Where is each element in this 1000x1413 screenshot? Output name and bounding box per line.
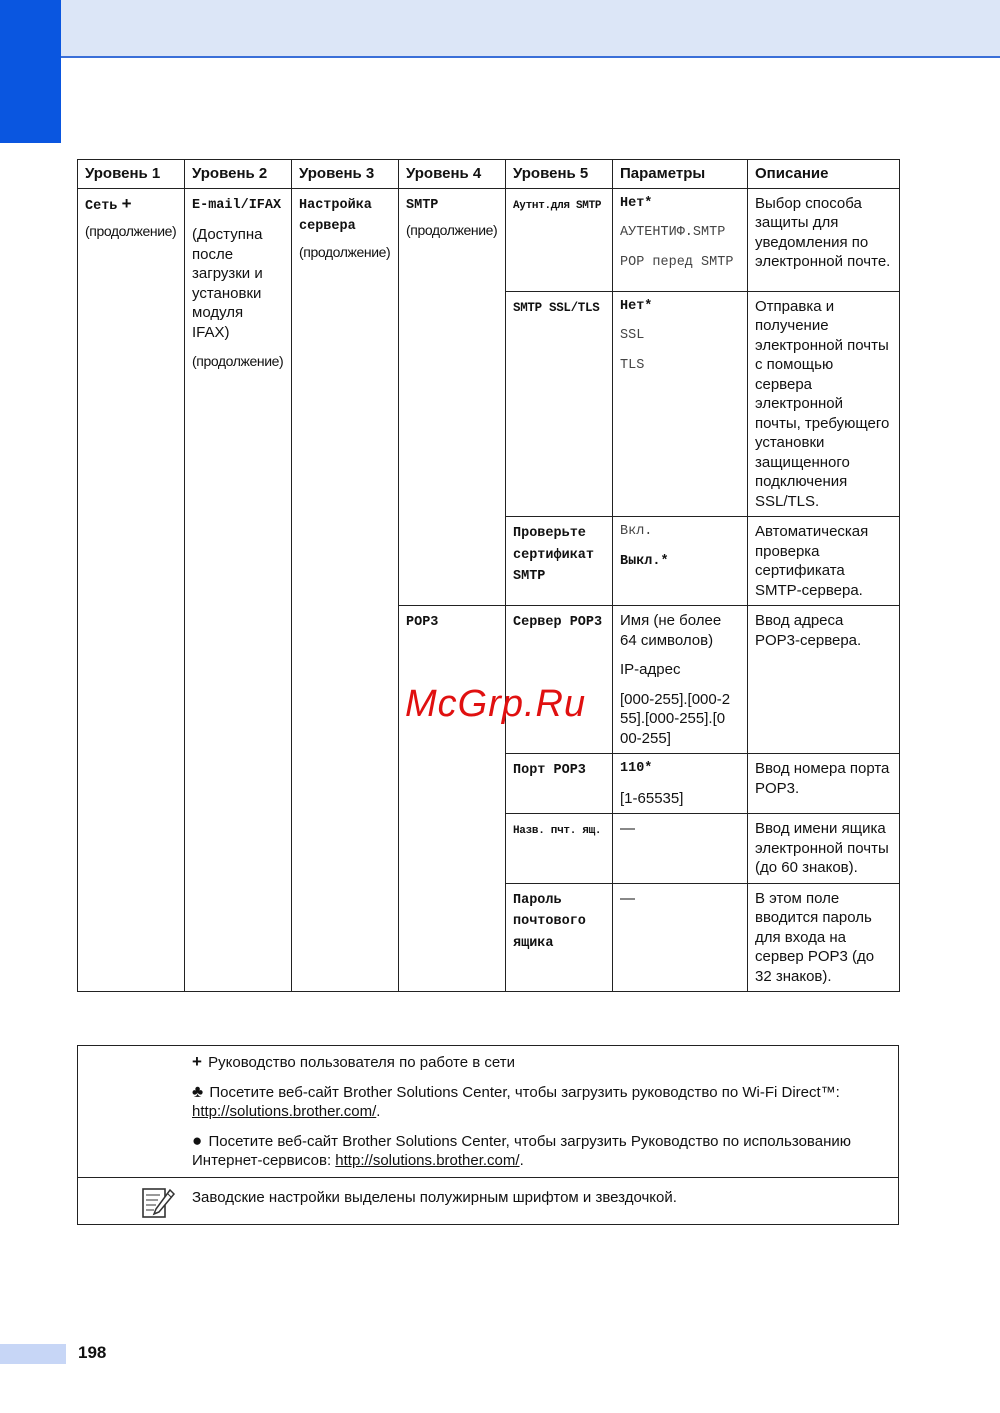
memo-text: Заводские настройки выделены полужирным шрифтом и звездочкой. bbox=[192, 1188, 677, 1206]
header-row bbox=[78, 160, 900, 189]
header-cell: Уровень 2 bbox=[185, 160, 292, 189]
footnote-plus bbox=[192, 1052, 888, 1073]
level3-name: Настройка сервера bbox=[299, 197, 372, 234]
level1-cell bbox=[78, 188, 185, 992]
param-value: Имя (не более 64 символов) bbox=[620, 612, 722, 649]
header-cell: Параметры bbox=[613, 160, 748, 189]
period: . bbox=[376, 1103, 381, 1120]
footnote-text: Посетите веб-сайт Brother Solutions Center, чтобы загрузить Руководство по использованию Интернет-сервисов: bbox=[192, 1132, 851, 1169]
level5-cell bbox=[506, 517, 613, 606]
level5-cell bbox=[506, 606, 613, 754]
param-value: Нет* bbox=[620, 195, 653, 211]
page-band bbox=[0, 1344, 66, 1364]
footnote-text: Руководство пользователя по работе в сети bbox=[208, 1054, 515, 1071]
bullet-icon: ● bbox=[192, 1130, 203, 1150]
club-icon: ♣ bbox=[192, 1081, 204, 1101]
settings-table bbox=[77, 159, 900, 992]
level5-name: Сервер POP3 bbox=[513, 615, 603, 630]
param-value: — bbox=[620, 889, 635, 907]
params-cell bbox=[613, 814, 748, 884]
level2-note: (Доступна после загрузки и установки модуля IFAX) bbox=[192, 226, 263, 341]
level5-cell bbox=[506, 188, 613, 291]
level1-name: Сеть bbox=[85, 198, 118, 214]
level5-cell bbox=[506, 754, 613, 814]
params-cell bbox=[613, 606, 748, 754]
memo-cell bbox=[78, 1177, 899, 1224]
level5-name: Назв. пчт. ящ. bbox=[513, 825, 602, 837]
header-cell: Уровень 5 bbox=[506, 160, 613, 189]
footnotes-cell bbox=[78, 1046, 899, 1178]
desc-cell: Отправка и получение электронной почты с помощью сервера электронной почты, требующего установки защищенного подключения SSL/TLS. bbox=[748, 291, 900, 517]
header-cell: Описание bbox=[748, 160, 900, 189]
notes-row bbox=[78, 1046, 899, 1178]
param-value: Вкл. bbox=[620, 524, 653, 539]
level5-name: Пароль почтового ящика bbox=[513, 892, 586, 951]
param-value: TLS bbox=[620, 357, 645, 373]
level2-name: E-mail/IFAX bbox=[192, 197, 282, 213]
params-cell bbox=[613, 883, 748, 992]
level5-name: Проверьте сертификат SMTP bbox=[513, 526, 595, 584]
solutions-link[interactable]: http://solutions.brother.com/ bbox=[192, 1103, 377, 1120]
footnote-dot bbox=[192, 1131, 888, 1171]
param-value: 110* bbox=[620, 761, 653, 776]
table-row bbox=[78, 188, 900, 291]
param-value: [000-255].[000-255].[000-255].[000-255] bbox=[620, 690, 731, 747]
header-band bbox=[0, 0, 1000, 58]
level4-name: POP3 bbox=[406, 615, 439, 630]
level5-name: Порт POP3 bbox=[513, 763, 586, 778]
plus-icon: + bbox=[121, 193, 132, 213]
period: . bbox=[519, 1152, 524, 1169]
footnote-text: Посетите веб-сайт Brother Solutions Center, чтобы загрузить руководство по Wi-Fi Direct™: bbox=[209, 1083, 840, 1101]
level4-name: SMTP bbox=[406, 197, 439, 213]
level5-name: SMTP SSL/TLS bbox=[513, 300, 600, 315]
header-cell: Уровень 1 bbox=[78, 160, 185, 189]
memo-icon bbox=[140, 1184, 176, 1228]
param-value: SSL bbox=[620, 328, 645, 343]
level4-cont: (продолжение) bbox=[406, 222, 498, 238]
memo-row bbox=[78, 1177, 899, 1224]
level5-cell bbox=[506, 291, 613, 517]
plus-icon: + bbox=[192, 1052, 202, 1071]
param-value: Нет* bbox=[620, 298, 653, 314]
notes-table bbox=[77, 1045, 899, 1225]
chapter-tab bbox=[0, 0, 61, 143]
param-value: АУТЕНТИФ.SMTP bbox=[620, 225, 726, 240]
desc-cell: Выбор способа защиты для уведомления по электронной почте. bbox=[748, 188, 900, 291]
desc-cell: Ввод адреса POP3-сервера. bbox=[748, 606, 900, 754]
footnote-club bbox=[192, 1082, 888, 1122]
param-value: [1-65535] bbox=[620, 789, 684, 807]
param-value: Выкл.* bbox=[620, 553, 669, 569]
params-cell bbox=[613, 188, 748, 291]
level1-cont: (продолжение) bbox=[85, 223, 177, 239]
params-cell bbox=[613, 517, 748, 606]
desc-cell: Автоматическая проверка сертификата SMTP-сервера. bbox=[748, 517, 900, 606]
level3-cont: (продолжение) bbox=[299, 243, 391, 260]
watermark: McGrp.Ru bbox=[405, 683, 587, 725]
params-cell bbox=[613, 291, 748, 517]
solutions-link[interactable]: http://solutions.brother.com/ bbox=[335, 1152, 520, 1169]
level2-cont: (продолжение) bbox=[192, 353, 284, 369]
params-cell bbox=[613, 754, 748, 814]
header-cell: Уровень 4 bbox=[399, 160, 506, 189]
level5-cell bbox=[506, 814, 613, 884]
level4-smtp-cell bbox=[399, 188, 506, 606]
header-cell: Уровень 3 bbox=[292, 160, 399, 189]
level5-name: Аутнт.для SMTP bbox=[513, 199, 602, 212]
level3-cell bbox=[292, 188, 399, 992]
page-number: 198 bbox=[78, 1343, 107, 1362]
level2-cell bbox=[185, 188, 292, 992]
desc-cell: В этом поле вводится пароль для входа на сервер POP3 (до 32 знаков). bbox=[748, 883, 900, 992]
desc-cell: Ввод имени ящика электронной почты (до 60 знаков). bbox=[748, 814, 900, 884]
level5-cell bbox=[506, 883, 613, 992]
level4-pop3-cell bbox=[399, 606, 506, 992]
param-value: — bbox=[620, 820, 635, 837]
desc-cell: Ввод номера порта POP3. bbox=[748, 754, 900, 814]
param-value: POP перед SMTP bbox=[620, 254, 734, 270]
param-value: IP-адрес bbox=[620, 661, 681, 678]
